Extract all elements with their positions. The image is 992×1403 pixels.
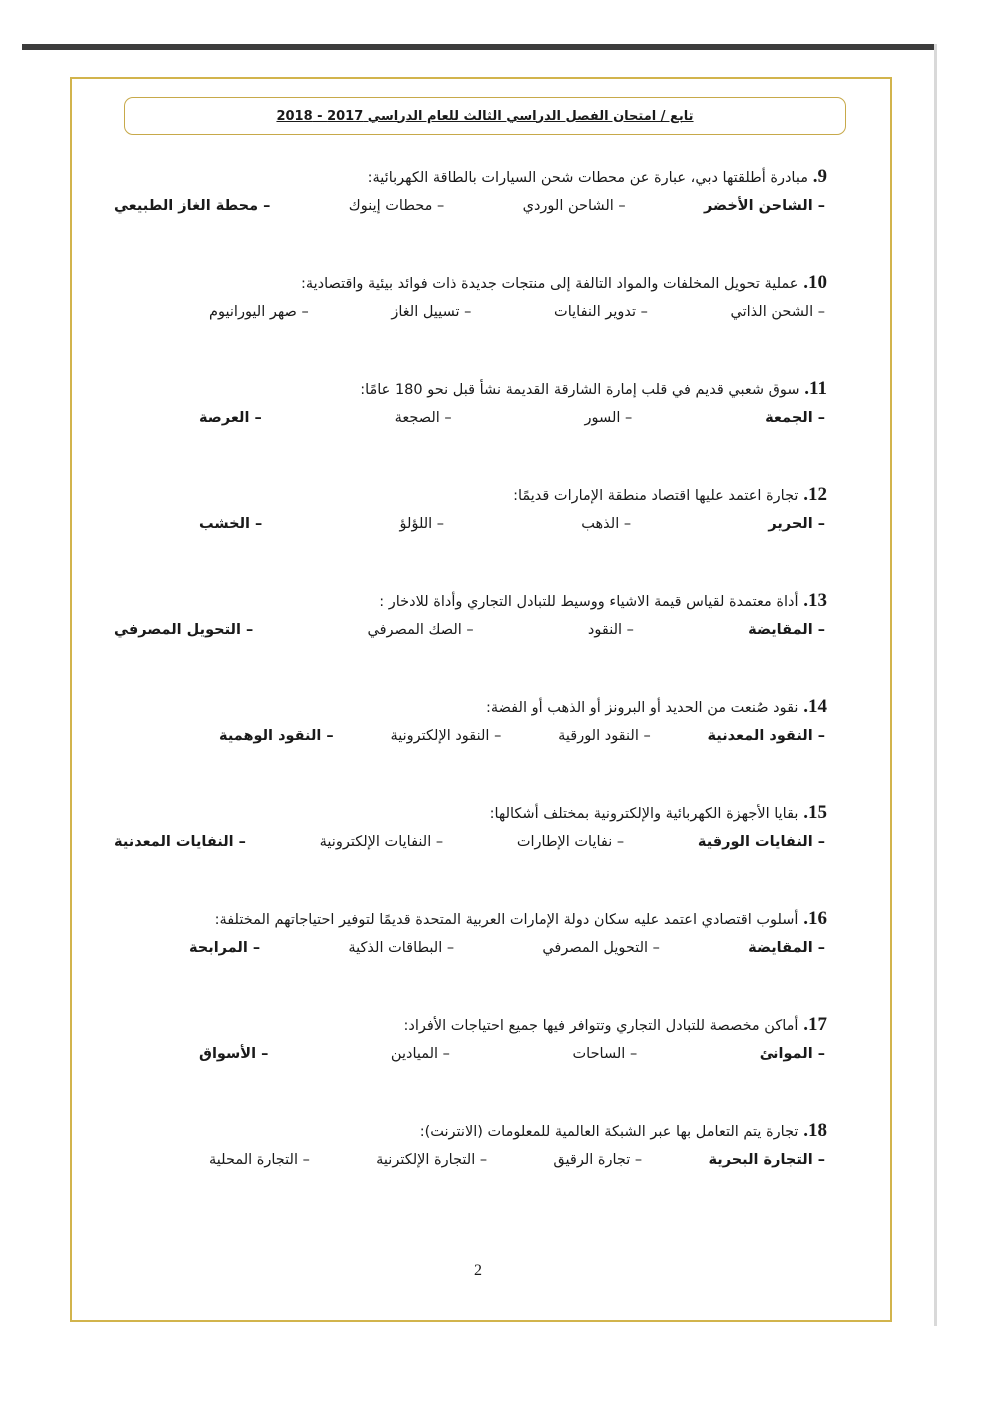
option-c[interactable]: – الميادين [390, 1046, 450, 1062]
option-c[interactable]: – اللؤلؤ [399, 516, 445, 532]
options-row [112, 940, 827, 956]
question-14 [112, 696, 827, 744]
option-c[interactable]: – الصجعة [394, 410, 452, 426]
options-row [112, 410, 827, 426]
options-row [112, 198, 827, 214]
option-b[interactable]: – الشاحن الوردي [522, 198, 626, 214]
question-number: 14. [803, 696, 827, 717]
options-row [112, 834, 827, 850]
scan-edge-right [934, 44, 937, 1326]
question-number: 12. [803, 484, 827, 505]
option-c[interactable]: – التجارة الإلكترنية [376, 1152, 488, 1168]
question-text [112, 590, 827, 613]
question-text [112, 484, 827, 507]
question-12 [112, 484, 827, 532]
option-a[interactable]: – الموانئ [759, 1046, 825, 1062]
option-a[interactable]: – النقود المعدنية [707, 728, 825, 744]
option-c[interactable]: – تسييل الغاز [391, 304, 472, 320]
option-b[interactable]: – التحويل المصرفي [542, 940, 660, 956]
question-prompt: تجارة اعتمد عليها اقتصاد منطقة الإمارات قديمًا: [513, 488, 799, 504]
option-d[interactable]: – المرابحة [189, 940, 261, 956]
question-prompt: أماكن مخصصة للتبادل التجاري وتتوافر فيها جميع احتياجات الأفراد: [403, 1018, 799, 1034]
option-c[interactable]: – محطات إينوك [348, 198, 445, 214]
question-text [112, 166, 827, 189]
question-text [112, 696, 827, 719]
question-text [112, 272, 827, 295]
options-row [112, 304, 827, 320]
question-number: 17. [803, 1014, 827, 1035]
option-d[interactable]: – النفايات المعدنية [114, 834, 246, 850]
option-a[interactable]: – الشاحن الأخضر [704, 198, 825, 214]
option-c[interactable]: – النفايات الإلكترونية [319, 834, 444, 850]
question-prompt: تجارة يتم التعامل بها عبر الشبكة العالمية للمعلومات (الانترنت): [419, 1124, 799, 1140]
question-text [112, 1120, 827, 1143]
option-d[interactable]: – التجارة المحلية [209, 1152, 310, 1168]
option-b[interactable]: – السور [584, 410, 633, 426]
question-prompt: سوق شعبي قديم في قلب إمارة الشارقة القديمة نشأ قبل نحو 180 عامًا: [360, 382, 800, 398]
options-row [112, 1152, 827, 1168]
question-18 [112, 1120, 827, 1168]
option-b[interactable]: – تدوير النفايات [554, 304, 648, 320]
option-d[interactable]: – العرصة [199, 410, 262, 426]
option-a[interactable]: – الحرير [768, 516, 825, 532]
options-row [112, 728, 827, 744]
option-a[interactable]: – الجمعة [765, 410, 825, 426]
question-text [112, 1014, 827, 1037]
option-b[interactable]: – تجارة الرقيق [553, 1152, 643, 1168]
option-a[interactable]: – التجارة البحرية [708, 1152, 825, 1168]
option-c[interactable]: – الصك المصرفي [367, 622, 474, 638]
question-prompt: أداة معتمدة لقياس قيمة الاشياء ووسيط للتبادل التجاري وأداة للادخار : [379, 594, 799, 610]
question-17 [112, 1014, 827, 1062]
question-prompt: نقود صُنعت من الحديد أو البرونز أو الذهب أو الفضة: [485, 700, 799, 716]
option-c[interactable]: – النقود الإلكترونية [390, 728, 502, 744]
page-number: 2 [474, 1262, 482, 1279]
question-16 [112, 908, 827, 956]
exam-title: تابع / امتحان الفصل الدراسي الثالث للعام الدراسي 2017 - 2018 [276, 108, 694, 124]
question-number: 11. [804, 378, 827, 399]
question-10 [112, 272, 827, 320]
option-a[interactable]: – المقايضة [748, 940, 825, 956]
question-number: 10. [803, 272, 827, 293]
option-a[interactable]: – المقايضة [748, 622, 825, 638]
option-d[interactable]: – الخشب [199, 516, 263, 532]
option-c[interactable]: – البطاقات الذكية [348, 940, 455, 956]
question-text [112, 802, 827, 825]
option-b[interactable]: – نفايات الإطارات [516, 834, 625, 850]
question-number: 15. [803, 802, 827, 823]
option-d[interactable]: – النقود الوهمية [219, 728, 334, 744]
options-row [112, 1046, 827, 1062]
option-b[interactable]: – النقود [587, 622, 634, 638]
question-9 [112, 166, 827, 214]
exam-page [22, 50, 934, 1326]
option-b[interactable]: – النقود الورقية [558, 728, 651, 744]
question-number: 18. [803, 1120, 827, 1141]
option-a[interactable]: – الشحن الذاتي [730, 304, 825, 320]
question-number: 9. [812, 166, 827, 187]
question-number: 13. [803, 590, 827, 611]
question-prompt: عملية تحويل المخلفات والمواد التالفة إلى منتجات جديدة ذات فوائد بيئية واقتصادية: [300, 276, 799, 292]
option-d[interactable]: – التحويل المصرفي [114, 622, 254, 638]
option-d[interactable]: – الأسواق [199, 1046, 269, 1062]
question-text [112, 908, 827, 931]
question-prompt: بقايا الأجهزة الكهربائية والإلكترونية بمختلف أشكالها: [489, 806, 799, 822]
question-13 [112, 590, 827, 638]
option-b[interactable]: – الذهب [581, 516, 632, 532]
question-text [112, 378, 827, 401]
option-d[interactable]: – محطة الغاز الطبيعي [114, 198, 271, 214]
options-row [112, 622, 827, 638]
option-d[interactable]: – صهر اليورانيوم [209, 304, 309, 320]
option-a[interactable]: – النفايات الورقية [697, 834, 825, 850]
question-prompt: مبادرة أطلقتها دبي، عبارة عن محطات شحن السيارات بالطاقة الكهربائية: [367, 170, 808, 186]
options-row [112, 516, 827, 532]
option-b[interactable]: – الساحات [572, 1046, 638, 1062]
question-11 [112, 378, 827, 426]
question-15 [112, 802, 827, 850]
question-number: 16. [803, 908, 827, 929]
header-box [124, 97, 846, 135]
question-prompt: أسلوب اقتصادي اعتمد عليه سكان دولة الإمارات العربية المتحدة قديمًا لتوفير احتياجاتهم المختلفة: [214, 912, 799, 928]
